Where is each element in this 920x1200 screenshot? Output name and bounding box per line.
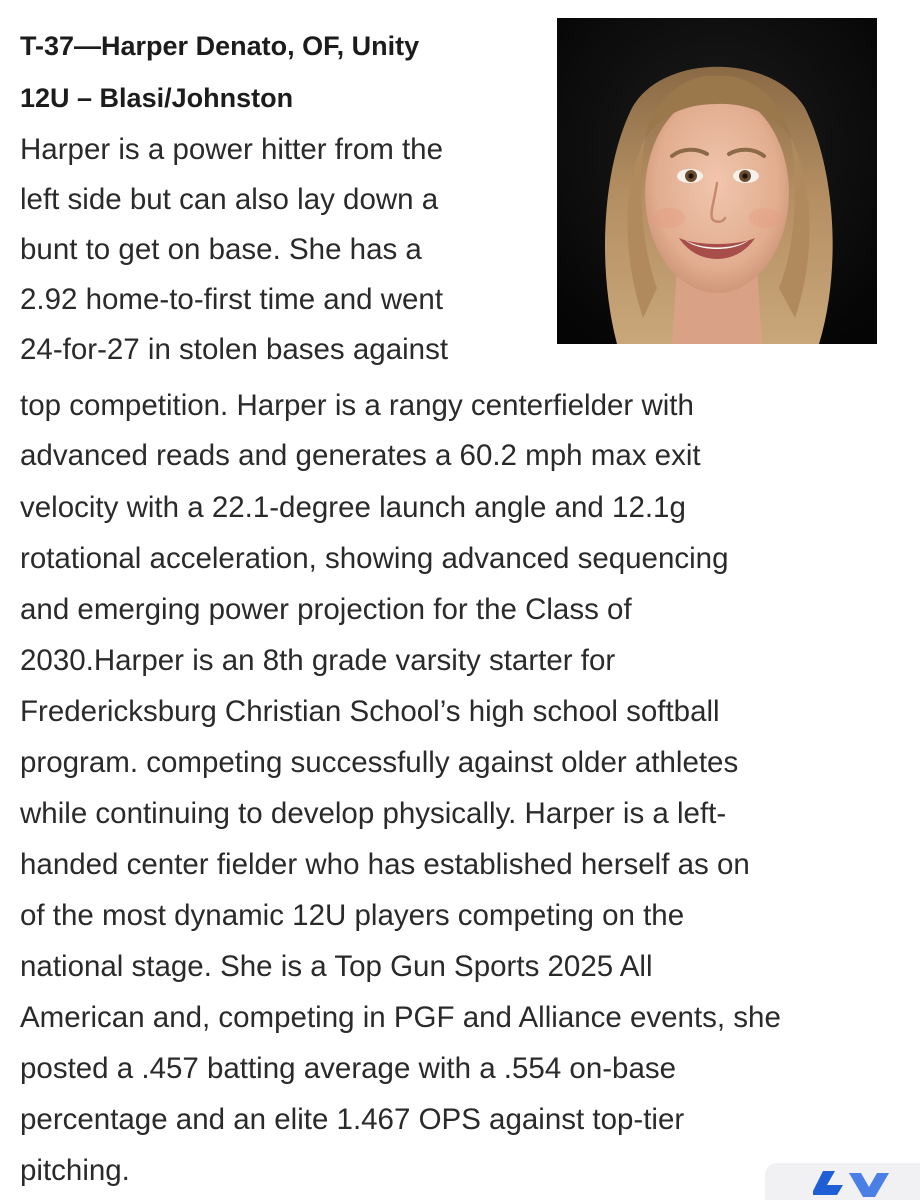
body-text-line: of the most dynamic 12U players competing on the	[20, 899, 685, 932]
body-text-line: 2030.Harper is an 8th grade varsity starter for	[20, 644, 616, 677]
body-text-line: top competition. Harper is a rangy centerfielder with	[20, 389, 694, 422]
player-title-line-2: 12U – Blasi/Johnston	[20, 83, 294, 113]
body-text-line: pitching.	[20, 1154, 130, 1187]
body-text-line: Fredericksburg Christian School’s high school softball	[20, 695, 720, 728]
body-text-line: posted a .457 batting average with a .554 on-base	[20, 1052, 677, 1085]
body-text-line: bunt to get on base. She has a	[20, 233, 422, 266]
body-text-line: handed center fielder who has established herself as on	[20, 848, 750, 881]
app-logo-icon	[765, 1163, 920, 1200]
body-text-line: program. competing successfully against older athletes	[20, 746, 739, 779]
body-text-line: American and, competing in PGF and Alliance events, she	[20, 1001, 781, 1034]
corner-app-badge[interactable]	[765, 1163, 920, 1200]
body-text-line: velocity with a 22.1-degree launch angle and 12.1g	[20, 491, 686, 524]
body-text-line: left side but can also lay down a	[20, 183, 439, 216]
body-text-line: 2.92 home-to-first time and went	[20, 283, 444, 316]
player-headshot-photo	[557, 18, 877, 344]
player-headshot-illustration	[557, 18, 877, 344]
body-text-line: rotational acceleration, showing advanced sequencing	[20, 542, 729, 575]
body-text-line: and emerging power projection for the Class of	[20, 593, 632, 626]
body-text-line: advanced reads and generates a 60.2 mph max exit	[20, 439, 701, 472]
body-text-line: national stage. She is a Top Gun Sports 2025 All	[20, 950, 653, 983]
body-text-line: while continuing to develop physically. Harper is a left-	[20, 797, 727, 830]
body-text-line: 24-for-27 in stolen bases against	[20, 333, 449, 366]
body-text-line: Harper is a power hitter from the	[20, 133, 443, 166]
player-title-line-1: T-37—Harper Denato, OF, Unity	[20, 31, 420, 61]
body-text-line: percentage and an elite 1.467 OPS against top-tier	[20, 1103, 685, 1136]
